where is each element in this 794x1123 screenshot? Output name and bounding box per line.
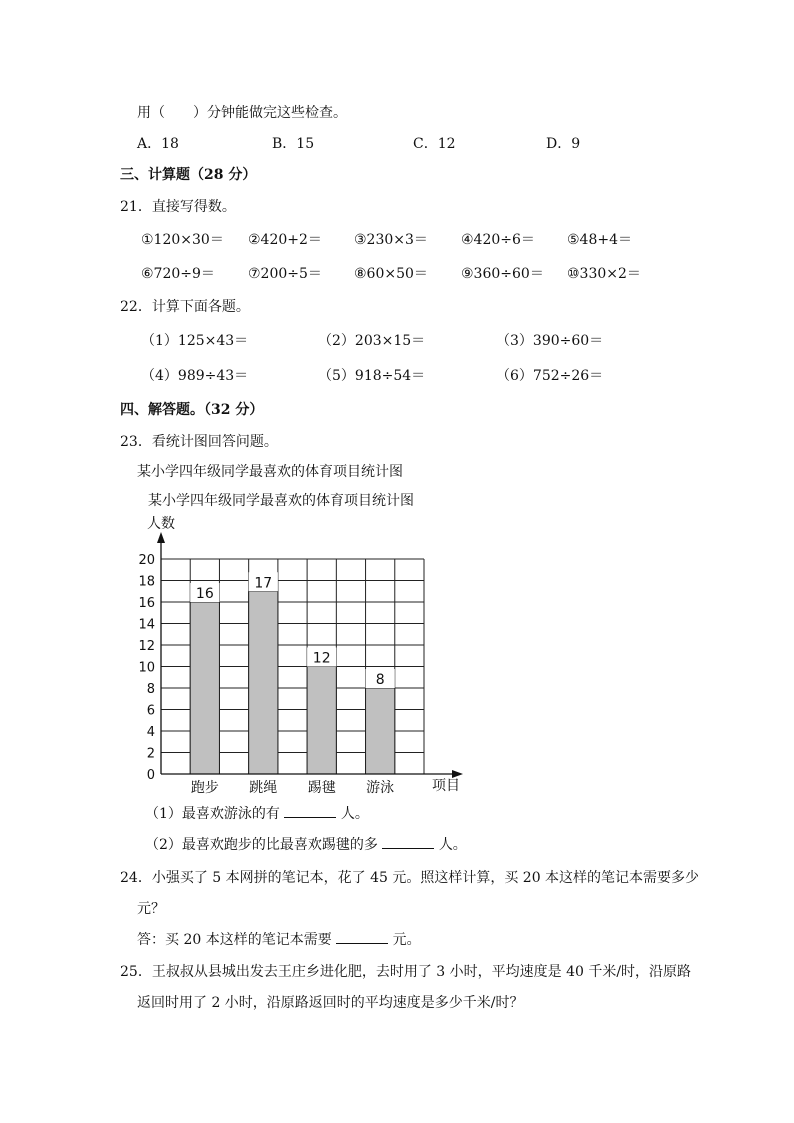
y-tick-label: 20 xyxy=(138,553,155,568)
q22-item-2: （2）203×15＝ xyxy=(318,333,426,349)
q21-item-9: ⑨360÷60＝ xyxy=(461,266,544,282)
chart-xlabel: 项目 xyxy=(432,778,460,794)
q20-continuation: 用（ ）分钟能做完这些检查。 xyxy=(137,105,347,121)
q22-item-3: （3）390÷60＝ xyxy=(496,333,604,349)
q22-item-4: （4）989÷43＝ xyxy=(141,368,249,384)
q22-stem: 22．计算下面各题。 xyxy=(120,299,250,315)
data-label: 12 xyxy=(312,650,331,667)
q25-line1: 25．王叔叔从县城出发去王庄乡进化肥，去时用了 3 小时，平均速度是 40 千米/时，沿原路 xyxy=(120,964,692,980)
q20-option-b: B．15 xyxy=(272,136,315,152)
q21-item-10: ⑩330×2＝ xyxy=(567,266,641,282)
q23-sub2 xyxy=(145,836,467,854)
y-tick-label: 18 xyxy=(138,574,155,590)
q22-item-1: （1）125×43＝ xyxy=(141,333,249,349)
q23-sub1-text: （1）最喜欢游泳的有 xyxy=(145,806,280,822)
data-label: 8 xyxy=(375,672,385,688)
x-category-label: 游泳 xyxy=(366,780,395,796)
y-tick-label: 8 xyxy=(146,682,155,697)
x-category-label: 跳绳 xyxy=(249,780,278,796)
q24-answer xyxy=(137,931,421,949)
q24-answer-unit: 元。 xyxy=(392,932,421,948)
q20-option-a: A．18 xyxy=(137,136,179,152)
q21-item-7: ⑦200÷5＝ xyxy=(248,266,322,282)
x-axis-arrow xyxy=(452,770,463,778)
chart-title: 某小学四年级同学最喜欢的体育项目统计图 xyxy=(148,493,414,509)
q23-sub1-blank[interactable] xyxy=(284,805,336,818)
section3-title: 三、计算题（28 分） xyxy=(120,167,257,183)
q21-item-1: ①120×30＝ xyxy=(141,232,224,248)
q24-answer-text: 答：买 20 本这样的笔记本需要 xyxy=(137,932,332,948)
bar xyxy=(307,667,336,775)
q21-item-4: ④420÷6＝ xyxy=(461,232,535,248)
q21-item-5: ⑤48+4＝ xyxy=(567,232,633,248)
y-tick-label: 16 xyxy=(138,596,155,611)
y-tick-label: 12 xyxy=(138,639,155,654)
x-category-label: 踢毽 xyxy=(307,780,336,796)
q20-option-c: C．12 xyxy=(413,136,456,152)
q21-item-3: ③230×3＝ xyxy=(354,232,428,248)
q21-item-2: ②420+2＝ xyxy=(248,232,322,248)
y-tick-label: 4 xyxy=(146,725,155,740)
q21-stem: 21．直接写得数。 xyxy=(120,199,236,215)
q20-option-d: D．9 xyxy=(546,136,581,152)
bar xyxy=(190,602,219,774)
q22-item-5: （5）918÷54＝ xyxy=(318,368,426,384)
bar xyxy=(366,688,395,774)
q24-line2: 元？ xyxy=(137,901,165,917)
y-tick-label: 14 xyxy=(138,617,155,633)
section4-title: 四、解答题。（32 分） xyxy=(120,402,264,418)
q23-caption: 某小学四年级同学最喜欢的体育项目统计图 xyxy=(137,464,403,480)
q24-line1: 24．小强买了 5 本网拼的笔记本，花了 45 元。照这样计算，买 20 本这样的笔记本需要多少 xyxy=(120,870,700,886)
y-tick-label: 2 xyxy=(146,746,155,762)
q23-sub1 xyxy=(145,805,369,823)
q21-item-8: ⑧60×50＝ xyxy=(354,266,428,282)
bar-chart xyxy=(130,485,470,805)
y-tick-label: 0 xyxy=(146,768,155,783)
q22-item-6: （6）752÷26＝ xyxy=(496,368,604,384)
q24-answer-blank[interactable] xyxy=(336,931,388,944)
x-category-label: 跑步 xyxy=(190,780,219,796)
y-tick-label: 6 xyxy=(146,703,155,719)
bar xyxy=(249,591,278,774)
data-label: 16 xyxy=(195,586,214,602)
q21-item-6: ⑥720÷9＝ xyxy=(141,266,215,282)
chart-ylabel: 人数 xyxy=(147,516,175,532)
y-axis-arrow xyxy=(157,532,165,543)
data-label: 17 xyxy=(254,575,273,592)
q23-sub1-unit: 人。 xyxy=(340,806,369,822)
y-tick-label: 10 xyxy=(138,660,155,676)
q23-sub2-blank[interactable] xyxy=(382,836,434,849)
q23-sub2-unit: 人。 xyxy=(438,837,467,853)
q23-sub2-text: （2）最喜欢跑步的比最喜欢踢毽的多 xyxy=(145,837,378,853)
q25-line2: 返回时用了 2 小时，沿原路返回时的平均速度是多少千米/时？ xyxy=(137,995,524,1011)
q23-stem: 23．看统计图回答问题。 xyxy=(120,434,278,450)
